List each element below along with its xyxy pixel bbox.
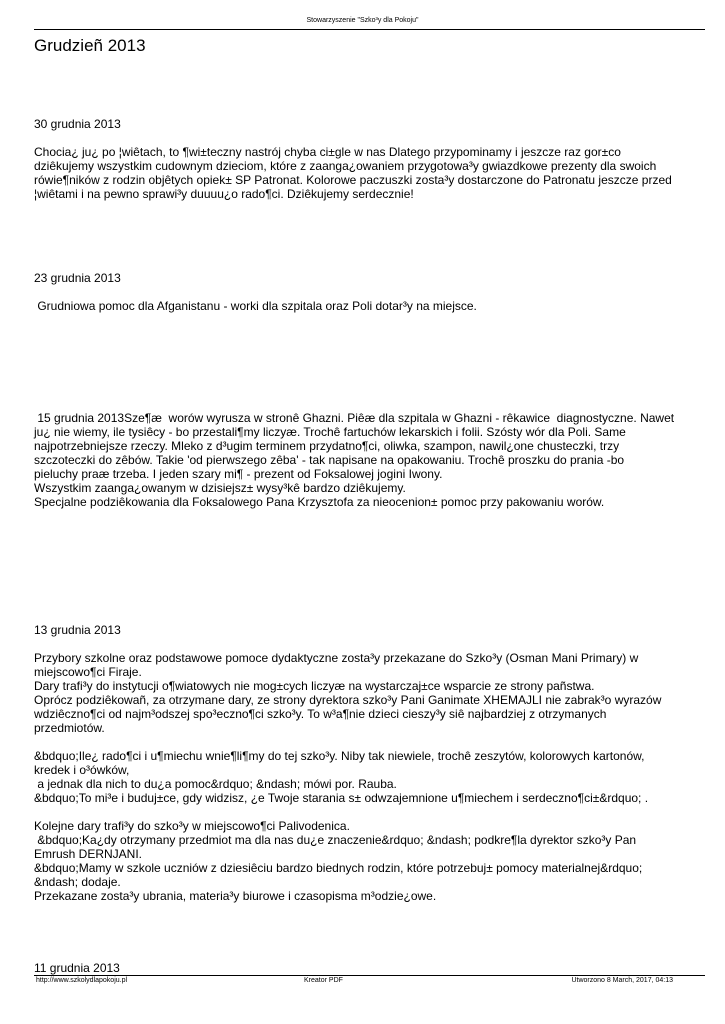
text-line: &bdquo;Ka¿dy otrzymany przedmiot ma dla nas du¿e znaczenie&rdquo; &ndash; podkre¶la dyrektor szko³y Pan (34, 833, 637, 847)
text-line: szczoteczki do zêbów. Takie 'od pierwszego zêba' - tak napisane na opakowaniu. Trochê proszku do prania -bo (34, 453, 625, 467)
header-org-name: Stowarzyszenie "Szko³y dla Pokoju" (306, 17, 419, 24)
text-line: a jednak dla nich to du¿a pomoc&rdquo; &ndash; mówi por. Rauba. (34, 777, 397, 791)
footer-url[interactable]: http://www.szkolydlapokoju.pl (36, 977, 128, 984)
text-line: &bdquo;To mi³e i buduj±ce, gdy widzisz, ¿e Twoje starania s± odwzajemnione u¶miechem i serdeczno¶ci±&rdquo; . (34, 791, 649, 805)
text-line: &ndash; dodaje. (34, 875, 121, 889)
text-line: &bdquo;Mamy w szkole uczniów z dziesiêciu bardzo biednych rodzin, które potrzebuj± pomocy materialnej&rdquo; (34, 861, 643, 875)
text-line: pieluchy praæ trzeba. I jeden szary mi¶ - prezent od Foksalowej jogini Iwony. (34, 467, 443, 481)
footer-created: Utworzono 8 March, 2017, 04:13 (571, 977, 673, 984)
entry-date: 30 grudnia 2013 (34, 117, 121, 131)
text-line: Dary trafi³y do instytucji o¶wiatowych nie mog±cych liczyæ na wystarczaj±ce wsparcie ze strony pañstwa. (34, 679, 595, 693)
text-line: Przekazane zosta³y ubrania, materia³y biurowe i czasopisma m³odzie¿owe. (34, 889, 437, 903)
text-line: ju¿ nie wiemy, ile tysiêcy - bo przestali¶my liczyæ. Trochê fartuchów lekarskich i folii. Szósty wór dla Poli. Same (34, 425, 626, 439)
entry-date: 11 grudnia 2013 (34, 961, 120, 975)
footer-generator: Kreator PDF (304, 977, 343, 984)
text-line: najpotrzebniejsze rzeczy. Mleko z d³ugim terminem przydatno¶ci, oliwka, szampon, nawil¿one chusteczki, trzy (34, 439, 620, 453)
text-line: Specjalne podziêkowania dla Foksalowego Pana Krzysztofa za nieocenion± pomoc przy pakowaniu worów. (34, 495, 605, 509)
entry-text (34, 145, 706, 201)
entry-text (34, 299, 706, 313)
text-line: Kolejne dary trafi³y do szko³y w miejscowo¶ci Palivodenica. (34, 819, 350, 833)
text-line: 15 grudnia 2013Sze¶æ worów wyrusza w stronê Ghazni. Piêæ dla szpitala w Ghazni - rêkawice diagnostyczne. Nawet (34, 411, 675, 425)
footer-divider (34, 975, 705, 976)
entry-date: 23 grudnia 2013 (34, 271, 121, 285)
text-line: Oprócz podziêkowañ, za otrzymane dary, ze strony dyrektora szko³y Pani Ganimate XHEMAJLI nie zabrak³o wyrazów (34, 693, 662, 707)
text-line (34, 805, 706, 819)
text-line: ¦wiêtami i na pewno sprawi³y duuuu¿o rado¶ci. Dziêkujemy serdecznie! (34, 187, 414, 201)
text-line: kredek i o³ówków, (34, 763, 130, 777)
text-line: Chocia¿ ju¿ po ¦wiêtach, to ¶wi±teczny nastrój chyba ci±gle w nas Dlatego przypominamy i jeszcze raz gor±co (34, 145, 621, 159)
text-line (34, 735, 706, 749)
text-line: dziêkujemy wszystkim cudownym dzieciom, które z zaanga¿owaniem przygotowa³y gwiazdkowe prezenty dla swoich (34, 159, 657, 173)
text-line: &bdquo;Ile¿ rado¶ci i u¶miechu wnie¶li¶my do tej szko³y. Niby tak niewiele, trochê zeszytów, kolorowych kartonów, (34, 749, 645, 763)
text-line: rówie¶ników z rodzin objêtych opiek± SP Patronat. Kolorowe paczuszki zosta³y dostarczone do Patronatu jeszcze przed (34, 173, 672, 187)
text-line: Przybory szkolne oraz podstawowe pomoce dydaktyczne zosta³y przekazane do Szko³y (Osman Mani Primary) w (34, 651, 639, 665)
text-line: Grudniowa pomoc dla Afganistanu - worki dla szpitala oraz Poli dotar³y na miejsce. (34, 299, 477, 313)
entry-text (34, 411, 706, 509)
text-line: miejscowo¶ci Firaje. (34, 665, 142, 679)
entry-date: 13 grudnia 2013 (34, 623, 121, 637)
text-line: przedmiotów. (34, 721, 105, 735)
page-title: Grudzieñ 2013 (34, 36, 146, 55)
header-divider (34, 29, 705, 30)
text-line: Wszystkim zaanga¿owanym w dzisiejsz± wysy³kê bardzo dziêkujemy. (34, 481, 406, 495)
text-line: wdziêczno¶ci od najm³odszej spo³eczno¶ci szko³y. To w³a¶nie dzieci cieszy³y siê najbardziej z otrzymanych (34, 707, 607, 721)
entry-text (34, 651, 706, 903)
text-line: Emrush DERNJANI. (34, 847, 143, 861)
